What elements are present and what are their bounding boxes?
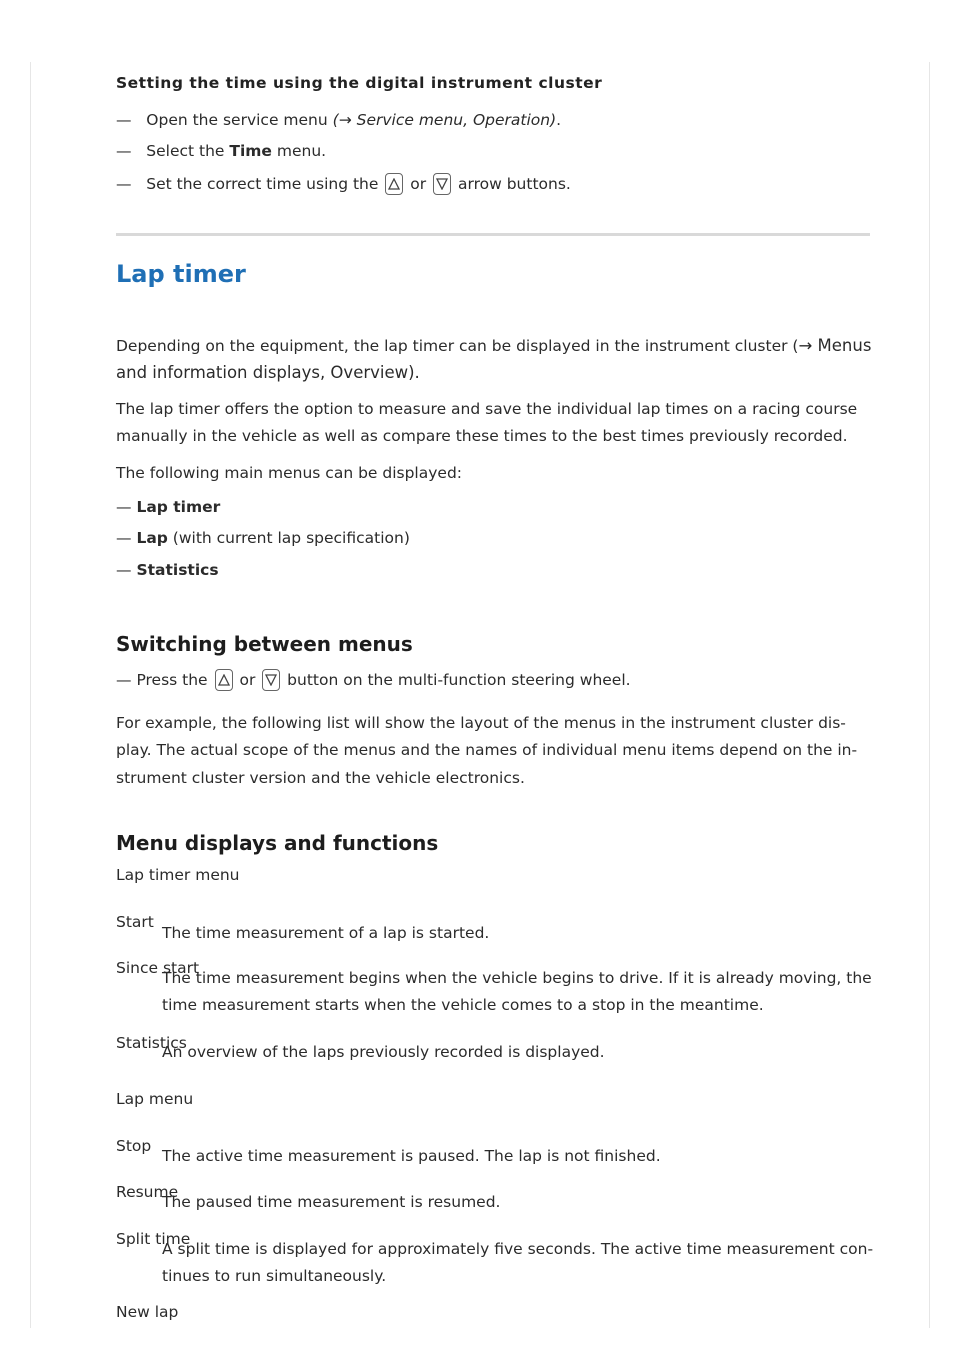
right-margin-line: [929, 62, 930, 1328]
lap-timer-title: Lap timer: [116, 260, 246, 288]
lap-menu-label: Lap menu: [116, 1090, 194, 1108]
example-line2: play. The actual scope of the menus and the names of individual menu items depend on the in-: [116, 741, 858, 759]
menu-item-label: Lap: [136, 529, 168, 547]
desc-stop: The active time measurement is paused. The lap is not finished.: [162, 1147, 661, 1165]
time-step-2: [116, 142, 326, 160]
bullet-dash: —: [116, 111, 132, 129]
service-menu-reference-link[interactable]: (→ Service menu, Operation): [332, 111, 557, 129]
term-statistics: Statistics: [116, 1034, 187, 1052]
term-since-start: Since start: [116, 959, 200, 977]
term-new-lap: New lap: [116, 1303, 179, 1321]
step-period: .: [556, 111, 562, 129]
bullet-dash: —: [116, 175, 132, 193]
bullet-dash: —: [116, 561, 132, 579]
step-text: Open the service menu: [146, 111, 333, 129]
lap-timer-description-line2: manually in the vehicle as well as compare these times to the best times previously recorded.: [116, 427, 848, 445]
term-stop: Stop: [116, 1137, 152, 1155]
menu-item-note: (with current lap specification): [167, 529, 410, 547]
lap-timer-menu-label: Lap timer menu: [116, 866, 240, 884]
example-line1: For example, the following list will show the layout of the menus in the instrument cluster dis-: [116, 714, 846, 732]
step-text-end: arrow buttons.: [453, 175, 571, 193]
or-text: or: [234, 671, 261, 689]
term-resume: Resume: [116, 1183, 179, 1201]
left-margin-line: [30, 62, 31, 1328]
arrow-down-key-icon: [433, 173, 451, 195]
desc-since-start-line2: time measurement starts when the vehicle comes to a stop in the meantime.: [162, 996, 764, 1014]
arrow-up-key-icon: [385, 173, 403, 195]
lap-timer-intro-line2: and information displays, Overview).: [116, 363, 420, 382]
time-menu-label: Time: [229, 142, 272, 160]
bullet-dash: —: [116, 529, 132, 547]
desc-since-start-line1: The time measurement begins when the vehicle begins to drive. If it is already moving, the: [162, 969, 872, 987]
time-section-heading: Setting the time using the digital instrument cluster: [116, 74, 603, 92]
time-step-1: [116, 111, 561, 129]
step-text-end: menu.: [271, 142, 327, 160]
desc-statistics: An overview of the laps previously recorded is displayed.: [162, 1043, 605, 1061]
switching-instruction: [116, 669, 631, 691]
term-split-time: Split time: [116, 1230, 191, 1248]
lap-timer-description-line1: The lap timer offers the option to measure and save the individual lap times on a racing course: [116, 400, 858, 418]
main-menu-item-lap-timer: [116, 498, 220, 516]
desc-resume: The paused time measurement is resumed.: [162, 1193, 501, 1211]
menus-overview-reference-link[interactable]: → Menus: [798, 336, 872, 355]
menu-displays-heading: Menu displays and functions: [116, 831, 439, 855]
bullet-dash: —: [116, 671, 132, 689]
example-line3: strument cluster version and the vehicle electronics.: [116, 769, 525, 787]
menu-item-label: Lap timer: [136, 498, 221, 516]
term-start: Start: [116, 913, 154, 931]
bullet-dash: —: [116, 498, 132, 516]
section-divider: [116, 233, 870, 236]
main-menu-item-statistics: [116, 561, 219, 579]
instruction-text: Press the: [136, 671, 213, 689]
or-text: or: [405, 175, 432, 193]
desc-split-time-line2: tinues to run simultaneously.: [162, 1267, 387, 1285]
switching-menus-heading: Switching between menus: [116, 632, 413, 656]
step-text: Select the: [146, 142, 230, 160]
lap-timer-intro-line1: [116, 336, 871, 355]
desc-start: The time measurement of a lap is started.: [162, 924, 490, 942]
bullet-dash: —: [116, 142, 132, 160]
step-text: Set the correct time using the: [146, 175, 384, 193]
intro-text: Depending on the equipment, the lap timer can be displayed in the instrument cluster (: [116, 337, 799, 355]
time-step-3: [116, 173, 571, 195]
main-menus-intro: The following main menus can be displayed:: [116, 464, 463, 482]
main-menu-item-lap: [116, 529, 410, 547]
instruction-text-end: button on the multi-function steering wheel.: [282, 671, 631, 689]
arrow-up-key-icon: [215, 669, 233, 691]
desc-split-time-line1: A split time is displayed for approximately five seconds. The active time measurement con-: [162, 1240, 874, 1258]
arrow-down-key-icon: [262, 669, 280, 691]
menu-item-label: Statistics: [136, 561, 219, 579]
